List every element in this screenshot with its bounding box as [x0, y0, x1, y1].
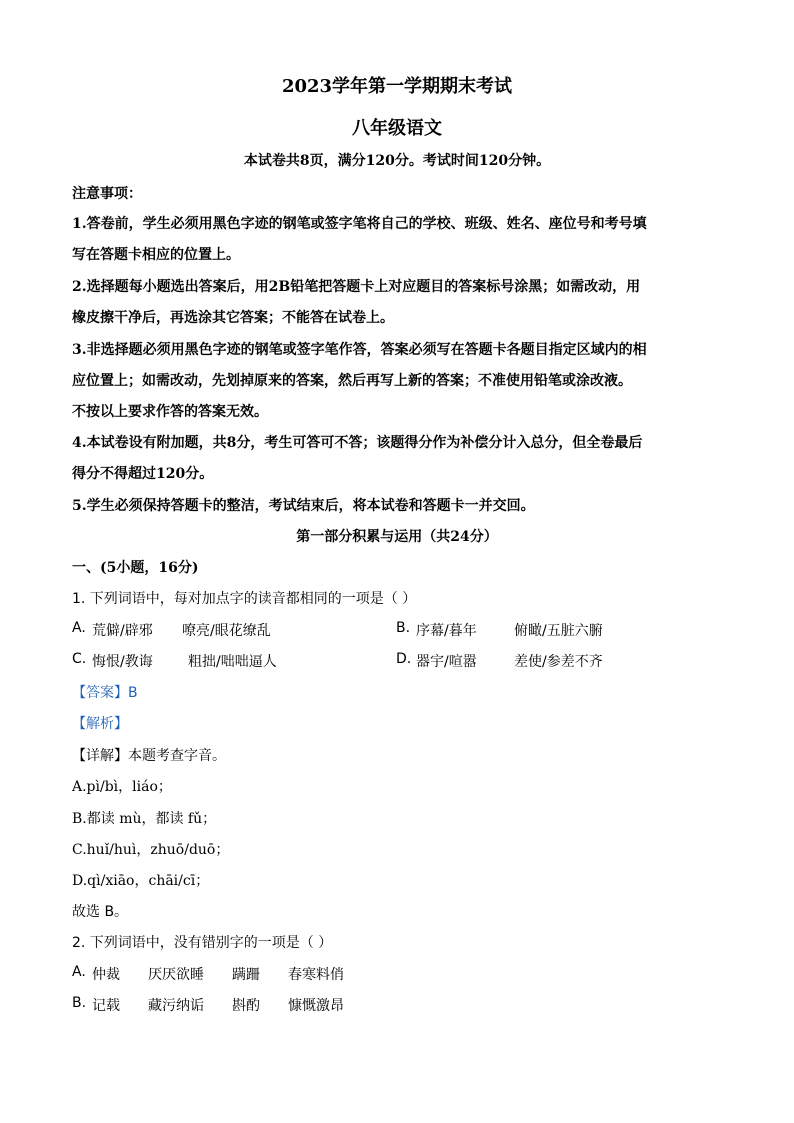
notice-line: 1.答卷前，学生必须用黑色字迹的钢笔或签字笔将自己的学校、班级、姓名、座位号和考号填: [72, 216, 647, 232]
q1-option-d-word-2: 差使/参差不齐: [514, 654, 603, 670]
q2-option-b-label: B.: [72, 995, 87, 1011]
q1-explanation-c: C.huǐ/huì，zhuō/duō；: [72, 842, 230, 858]
q1-detail: 【详解】本题考查字音。: [72, 748, 226, 764]
q2-option-b-word: 慷慨激昂: [288, 998, 344, 1014]
notice-line: 写在答题卡相应的位置上。: [72, 247, 240, 263]
q2-option-a-word: 仲裁: [92, 967, 120, 983]
q1-option-d-word-1: 器宇/喧嚣: [416, 654, 477, 670]
exam-info: 本试卷共8页，满分120分。考试时间120分钟。: [243, 153, 551, 169]
notice-line: 2.选择题每小题选出答案后，用2B铅笔把答题卡上对应题目的答案标号涂黑；如需改动，用: [72, 279, 641, 295]
q2-option-a-word: 蹒跚: [232, 967, 260, 983]
q1-answer: 【答案】B: [72, 685, 138, 701]
q2-option-a-word: 春寒料俏: [288, 967, 344, 983]
q1-conclusion: 故选 B。: [72, 904, 129, 920]
notice-line: 5.学生必须保持答题卡的整洁，考试结束后，将本试卷和答题卡一并交回。: [72, 498, 535, 514]
q2-option-b-word: 斟酌: [232, 998, 260, 1014]
notice-line: 4.本试卷设有附加题，共8分，考生可答可不答；该题得分作为补偿分计入总分，但全卷最后: [72, 435, 643, 451]
q1-option-c-word-1: 悔恨/教诲: [92, 654, 153, 670]
q2-option-b-word: 藏污纳诟: [148, 998, 204, 1014]
q1-option-c-label: C.: [72, 651, 87, 667]
notice-line: 3.非选择题必须用黑色字迹的钢笔或签字笔作答，答案必须写在答题卡各题目指定区域内的相: [72, 342, 647, 358]
q2-option-b-word: 记载: [92, 998, 120, 1014]
part-title: 第一部分积累与运用（共24分）: [296, 529, 498, 545]
notice-line: 得分不得超过120分。: [72, 466, 214, 482]
q2-option-a-label: A.: [72, 964, 86, 980]
notice-line: 橡皮擦干净后，再选涂其它答案；不能答在试卷上。: [72, 310, 394, 326]
q1-option-c-word-2: 粗拙/咄咄逼人: [188, 654, 277, 670]
question-1-stem: 1. 下列词语中，每对加点字的读音都相同的一项是（ ）: [72, 591, 417, 607]
exam-grade-subject: 八年级语文: [352, 118, 442, 139]
q1-option-a-word-2: 嘹亮/眼花缭乱: [182, 623, 271, 639]
notice-line: 应位置上；如需改动，先划掉原来的答案，然后再写上新的答案；不准使用铅笔或涂改液。: [72, 373, 632, 389]
q1-option-b-label: B.: [396, 620, 411, 636]
q1-option-a-label: A.: [72, 620, 86, 636]
notice-line: 不按以上要求作答的答案无效。: [72, 404, 268, 420]
exam-title: 2023学年第一学期期末考试: [281, 76, 513, 97]
q1-explanation-a: A.pì/bì，liáo；: [72, 779, 172, 795]
question-2-stem: 2. 下列词语中，没有错别字的一项是（ ）: [72, 935, 333, 951]
q1-analysis-heading: 【解析】: [72, 716, 128, 732]
q1-option-a-word-1: 荒僻/辟邪: [92, 623, 153, 639]
section-heading: 一、(5小题，16分): [72, 560, 199, 576]
q1-option-d-label: D.: [396, 651, 412, 667]
q2-option-a-word: 厌厌欲睡: [148, 967, 204, 983]
q1-explanation-d: D.qì/xiāo，chāi/cī；: [72, 873, 210, 889]
q1-explanation-b: B.都读 mù，都读 fǔ；: [72, 811, 217, 827]
notice-heading: 注意事项：: [72, 186, 142, 202]
q1-option-b-word-1: 序幕/暮年: [416, 623, 477, 639]
q1-option-b-word-2: 俯瞰/五脏六腑: [514, 623, 603, 639]
